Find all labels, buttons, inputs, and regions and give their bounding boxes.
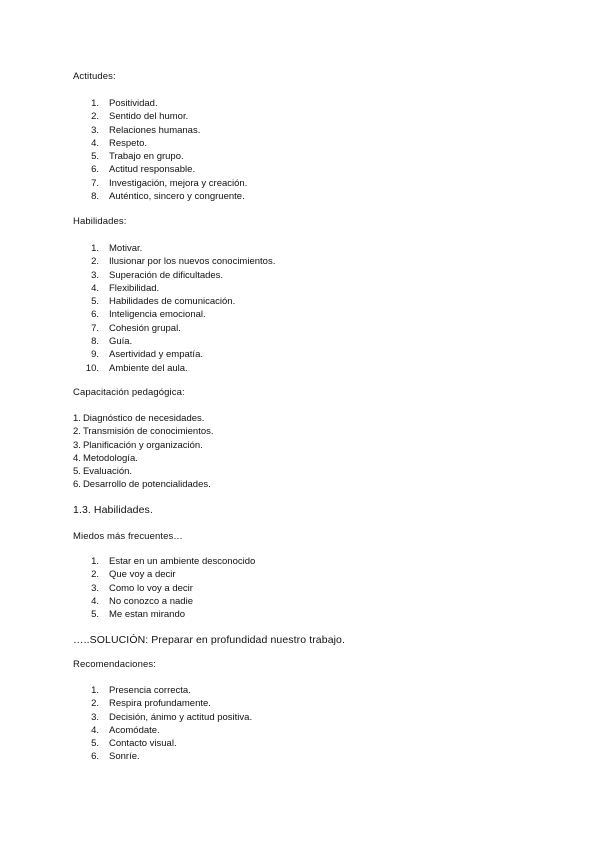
list-item-text: Guía. xyxy=(109,336,133,348)
list-item-text: Actitud responsable. xyxy=(109,164,196,176)
list-item-number: 1. xyxy=(91,243,99,254)
list-item-number: 6. xyxy=(91,164,99,176)
capacitacion-list xyxy=(73,412,214,492)
list-item-number: 4. xyxy=(73,452,81,464)
list-item-text: Ilusionar por los nuevos conocimientos. xyxy=(109,256,276,268)
list-item-text: Como lo voy a decir xyxy=(109,582,193,594)
list-item-text: Flexibilidad. xyxy=(109,282,160,294)
list-item-number: 4. xyxy=(91,282,99,294)
list-item-number: 2. xyxy=(91,698,99,710)
list-item-text: Evaluación. xyxy=(82,466,133,478)
list-item-number: 2. xyxy=(91,111,99,123)
actitudes-heading: Actitudes: xyxy=(73,71,116,82)
list-item-text: Habilidades de comunicación. xyxy=(109,296,236,308)
list-item-number: 6. xyxy=(91,309,99,321)
list-item-text: No conozco a nadie xyxy=(109,595,193,607)
list-item-text: Desarrollo de potencialidades. xyxy=(82,479,211,491)
list-item xyxy=(73,425,214,438)
list-item-text: Investigación, mejora y creación. xyxy=(109,177,248,189)
list-item-text: Auténtico, sincero y congruente. xyxy=(109,191,245,203)
list-item-text: Respira profundamente. xyxy=(109,698,211,710)
list-item-text: Superación de dificultades. xyxy=(109,269,224,281)
list-item-number: 3. xyxy=(91,124,99,136)
list-item-text: Respeto. xyxy=(109,137,148,149)
list-item-number: 2. xyxy=(91,569,99,581)
list-item-number: 8. xyxy=(91,336,99,348)
list-item-number: 3. xyxy=(91,582,99,594)
list-item-number: 4. xyxy=(91,137,99,149)
list-item-number: 4. xyxy=(91,724,99,736)
list-item-number: 2. xyxy=(73,426,81,438)
list-item-text: Acomódate. xyxy=(109,724,160,736)
list-item-text: Transmisión de conocimientos. xyxy=(82,426,214,438)
list-item-number: 5. xyxy=(73,466,81,478)
list-item-number: 6. xyxy=(91,751,99,763)
list-item-text: Metodología. xyxy=(82,452,138,464)
list-item xyxy=(73,439,214,452)
list-item-text: Contacto visual. xyxy=(109,738,177,750)
list-item-number: 5. xyxy=(91,296,99,308)
list-item-number: 2. xyxy=(91,256,99,268)
list-item xyxy=(73,478,214,491)
recomendaciones-heading: Recomendaciones: xyxy=(73,659,156,670)
habilidades-heading: Habilidades: xyxy=(73,216,127,227)
list-item-number: 1. xyxy=(91,98,99,109)
list-item-text: Motivar. xyxy=(109,243,143,254)
list-item-text: Cohesión grupal. xyxy=(109,322,181,334)
list-item xyxy=(73,465,214,478)
list-item-number: 3. xyxy=(91,711,99,723)
list-item-text: Estar en un ambiente desconocido xyxy=(109,556,256,567)
list-item-number: 5. xyxy=(91,609,99,621)
list-item-number: 1. xyxy=(73,413,81,424)
miedos-heading: Miedos más frecuentes… xyxy=(73,531,183,542)
list-item-text: Diagnóstico de necesidades. xyxy=(82,413,205,424)
list-item-number: 5. xyxy=(91,738,99,750)
list-item-text: Sentido del humor. xyxy=(109,111,189,123)
list-item-number: 5. xyxy=(91,151,99,163)
list-item-number: 7. xyxy=(91,177,99,189)
list-item-text: Planificación y organización. xyxy=(82,439,203,451)
list-item-text: Ambiente del aula. xyxy=(109,362,188,374)
list-item-number: 7. xyxy=(91,322,99,334)
section-13-heading: 1.3. Habilidades. xyxy=(73,504,153,516)
list-item-text: Que voy a decir xyxy=(109,569,176,581)
list-item-number: 3. xyxy=(91,269,99,281)
list-item-number: 6. xyxy=(73,479,81,491)
list-item-number: 3. xyxy=(73,439,81,451)
list-item-text: Relaciones humanas. xyxy=(109,124,201,136)
list-item-number: 8. xyxy=(91,191,99,203)
solucion-text: …..SOLUCIÓN: Preparar en profundidad nuestro trabajo. xyxy=(73,634,346,646)
list-item-text: Asertividad y empatía. xyxy=(109,349,203,361)
list-item-text: Sonríe. xyxy=(109,751,140,763)
capacitacion-heading: Capacitación pedagógica: xyxy=(73,387,185,398)
list-item-number: 9. xyxy=(91,349,99,361)
list-item-number: 4. xyxy=(91,595,99,607)
list-item xyxy=(73,452,214,465)
list-item-text: Decisión, ánimo y actitud positiva. xyxy=(109,711,253,723)
list-item-number: 1. xyxy=(91,556,99,567)
list-item-text: Trabajo en grupo. xyxy=(109,151,184,163)
list-item-text: Inteligencia emocional. xyxy=(109,309,206,321)
list-item-text: Positividad. xyxy=(109,98,158,109)
list-item-text: Presencia correcta. xyxy=(109,685,191,696)
list-item-number: 1. xyxy=(91,685,99,696)
list-item-number: 10. xyxy=(85,362,99,374)
list-item-text: Me estan mirando xyxy=(109,609,186,621)
list-item xyxy=(73,412,214,425)
